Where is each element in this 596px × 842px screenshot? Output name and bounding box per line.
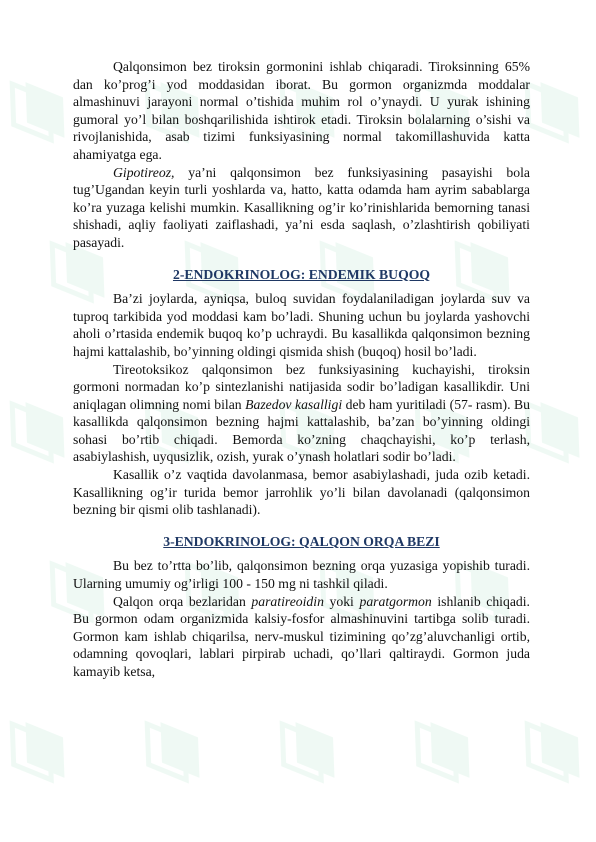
paragraph	[73, 466, 530, 519]
section-intro	[73, 58, 530, 252]
paragraph-text: ishlanib chiqadi. Bu gormon odam organizmida kalsiy-fosfor almashinuvini tartibga solib turadi. Gormon kam ishlab chiqarilsa, nerv-muskul tizimining qo’zg’aluvchanligi ortib, odamning qovoqlari, lablari pirpirab uchadi, qo’llari qaltiraydi. Gormon juda kamayib ketsa,	[73, 593, 530, 679]
watermark-mark-icon	[0, 385, 83, 478]
paragraph	[73, 164, 530, 252]
paragraph	[73, 361, 530, 467]
heading-text: 3-ENDOKRINOLOG: QALQON ORQA BEZI	[163, 533, 440, 549]
heading-text: 2-ENDOKRINOLOG: ENDEMIK BUQOQ	[172, 266, 431, 282]
document-body	[73, 58, 530, 681]
term-gipotireoz: Gipotireoz,	[113, 164, 175, 180]
watermark-mark-icon	[509, 705, 596, 798]
paragraph-text: deb ham yuritiladi (57- rasm). Bu kasallikda qalqonsimon bezning hajmi kattalashib, ba’zan bo’yinning oldingi sohasi bo’rtib chiqadi. Bemorda ko’zning chaqchayishi, ko’p terlash, asabiylashish, uyqusizlik, ozish, yurak o’ynash holatlari sodir bo’ladi.	[73, 396, 530, 465]
section-qalqon-orqa-bezi	[73, 533, 530, 681]
paragraph	[73, 557, 530, 592]
paragraph	[73, 593, 530, 681]
section-endemik-buqoq	[73, 266, 530, 519]
paragraph-text: Kasallik o’z vaqtida davolanmasa, bemor asabiylashadi, juda ozib ketadi. Kasallikning og’ir turida bemor jarrohlik yo’li bilan davolanadi (qalqonsimon bezning bir qismi olib tashlanadi).	[73, 467, 530, 518]
section-heading	[73, 266, 530, 284]
paragraph	[73, 290, 530, 360]
paragraph-text: Qalqon orqa bezlaridan	[113, 593, 252, 609]
paragraph	[73, 58, 530, 164]
term-paratireoidin: paratireoidin	[251, 593, 324, 609]
paragraph-text: yoki	[323, 593, 360, 609]
watermark-mark-icon	[264, 705, 352, 798]
section-heading	[73, 533, 530, 551]
watermark-mark-icon	[129, 705, 217, 798]
watermark-mark-icon	[0, 705, 83, 798]
paragraph-text: Tireotoksikoz qalqonsimon bez funksiyasining kuchayishi, tiroksin gormoni normadan ko’p sintezlanishi natijasida sodir bo’ladigan kasallikdir. Uni aniqlagan olimning nomi bilan	[73, 361, 530, 412]
term-paratgormon: paratgormon	[359, 593, 432, 609]
paragraph-text: Qalqonsimon bez tiroksin gormonini ishlab chiqaradi. Tiroksinning 65% dan ko’prog’i yod moddasidan iborat. Bu gormon organizmda moddalar almashinuvi jarayoni normal o’tishida muhim rol o’ynaydi. U yurak ishining gumoral yo’l bilan boshqarilishida ishtirok etadi. Tiroksin bolalarning o’sishi va rivojlanishida, asab tizimi funksiyasining normal takomillashuvida katta ahamiyatga ega.	[73, 59, 530, 162]
watermark-mark-icon	[0, 65, 83, 158]
watermark-mark-icon	[399, 705, 487, 798]
term-bazedov-kasalligi: Bazedov kasalligi	[245, 396, 343, 412]
paragraph-text: ya’ni qalqonsimon bez funksiyasining pasayishi bola tug’Ugandan keyin turli yoshlarda va, hatto, katta odamda ham ayrim sabablarga ko’ra yuzaga kelishi mumkin. Kasallikning og’ir ko’rinishlarida bemorning tanasi shishadi, aqliy faoliyati zaiflashadi, ya’ni esda saqlash, o’zlashtirish qobiliyati pasayadi.	[73, 164, 530, 250]
paragraph-text: Ba’zi joylarda, ayniqsa, buloq suvidan foydalaniladigan joylarda suv va tuproq tarkibida yod moddasi kam bo’ladi. Shuning uchun bu joylarda yashovchi aholi o’rtasida endemik buqoq ko’p uchraydi. Bu kasallikda qalqonsimon bezning hajmi kattalashib, bo’yinning oldingi qismida shish (buqoq) hosil bo’ladi.	[73, 291, 530, 359]
paragraph-text: Bu bez to’rtta bo’lib, qalqonsimon bezning orqa yuzasiga yopishib turadi. Ularning umumiy og’irligi 100 - 150 mg ni tashkil qiladi.	[73, 558, 530, 592]
